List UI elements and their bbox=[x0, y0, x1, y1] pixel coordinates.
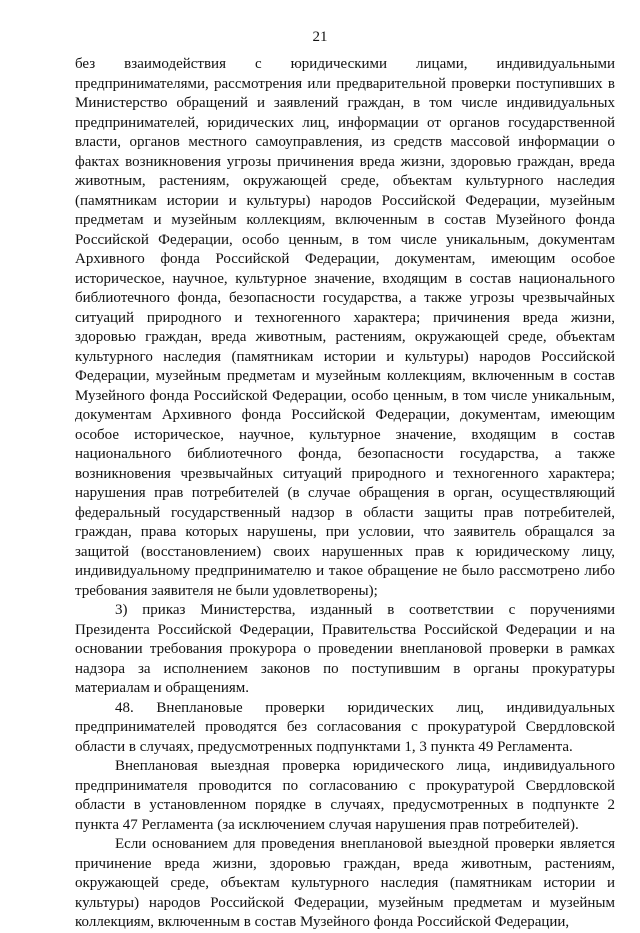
paragraph-grounds-list: без взаимодействия с юридическими лицами, индивидуальными предпринимателями, рассмотрения или предварительной проверки поступивших в Министерство обращений и заявлений граждан, в том числе индивидуальных предпринимателей, юридических лиц, информации от органов государственной власти, органов местного самоуправления, из средств массовой информации о фактах возникновения угрозы причинения вреда жизни, здоровью граждан, вреда животным, растениям, окружающей среде, объектам культурного наследия (памятникам истории и культуры) народов Российской Федерации, музейным предметам и музейным коллекциям, включенным в состав Музейного фонда Российской Федерации, особо ценным, в том числе уникальным, документам Архивного фонда Российской Федерации, документам, имеющим особое историческое, научное, культурное значение, входящим в состав национального библиотечного фонда, безопасности государства, а также угрозы чрезвычайных ситуаций природного и техногенного характера; причинения вреда жизни, здоровью граждан, вреда животным, растениям, окружающей среде, объектам культурного наследия (памятникам истории и культуры) народов Российской Федерации, музейным предметам и музейным коллекциям, включенным в состав Музейного фонда Российской Федерации, особо ценным, в том числе уникальным, документам Архивного фонда Российской Федерации, документам, имеющим особое историческое, научное, культурное значение, входящим в состав национального библиотечного фонда, безопасности государства, а также возникновения чрезвычайных ситуаций природного и техногенного характера; нарушения прав потребителей (в случае обращения в орган, осуществляющий федеральный государственный надзор в области защиты прав потребителей, граждан, права которых нарушены, при условии, что заявитель обращался за защитой (восстановлением) своих нарушенных прав к юридическому лицу, индивидуальному предпринимателю и такое обращение не было рассмотрено либо требования заявителя не были удовлетворены); bbox=[75, 56, 615, 599]
paragraph-harm-grounds: Если основанием для проведения внеплановой выездной проверки является причинение вреда жизни, здоровью граждан, вреда животным, растениям, окружающей среде, объектам культурного наследия (памятникам истории и культуры) народов Российской Федерации, музейным предметам и музейным коллекциям, включенным в состав Музейного фонда Российской Федерации, bbox=[75, 836, 615, 930]
document-body bbox=[75, 55, 615, 933]
paragraph-ministry-order: 3) приказ Министерства, изданный в соответствии с поручениями Президента Российской Федерации, Правительства Российской Федерации и на основании требования прокурора о проведении внеплановой проверки в рамках надзора за исполнением законов по поступившим в органы прокуратуры материалам и обращениям. bbox=[75, 602, 615, 696]
paragraph-item-48: 48. Внеплановые проверки юридических лиц, индивидуальных предпринимателей проводятся без согласования с прокуратурой Свердловской области в случаях, предусмотренных подпунктами 1, 3 пункта 49 Регламента. bbox=[75, 699, 615, 755]
page-number: 21 bbox=[312, 29, 328, 45]
paragraph-agreement-with-prosecutor: Внеплановая выездная проверка юридического лица, индивидуального предпринимателя проводится по согласованию с прокуратурой Свердловской области в установленном порядке в случаях, предусмотренных в подпункте 2 пункта 47 Регламента (за исключением случая нарушения прав потребителей). bbox=[75, 758, 615, 833]
